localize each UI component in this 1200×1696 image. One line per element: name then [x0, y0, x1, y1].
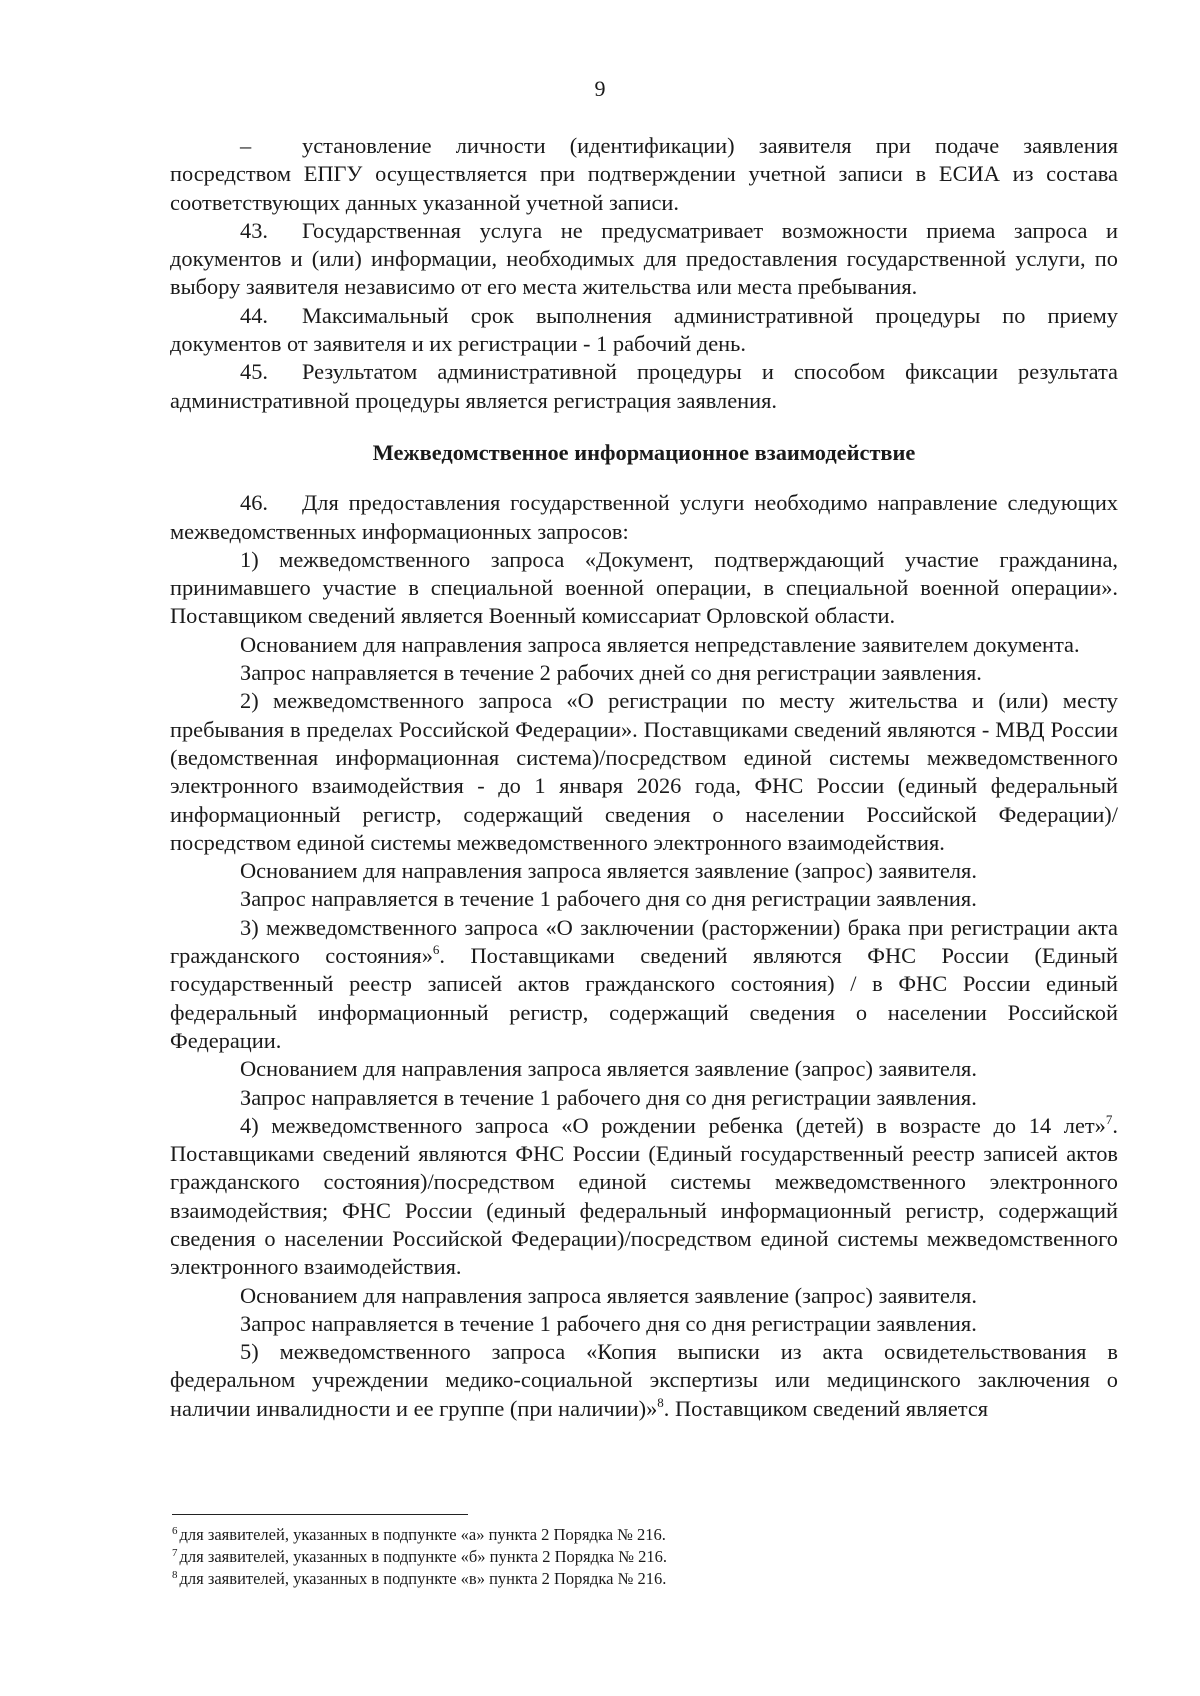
- request-item-2: 2) межведомственного запроса «О регистрации по месту жительства и (или) месту пребывания в пределах Российской Федерации». Поставщиками сведений являются - МВД России (ведомственная информационная система)/посредством единой системы межведомственного электронного взаимодействия - до 1 января 2026 года, ФНС России (единый федеральный информационный регистр, содержащий сведения о населении Российской Федерации)/посредством единой системы межведомственного электронного взаимодействия.: [170, 688, 1118, 855]
- paragraph-number: 45.: [240, 359, 268, 385]
- request-timing: Запрос направляется в течение 1 рабочего дня со дня регистрации заявления.: [240, 886, 977, 912]
- footnote-number: 7: [172, 1547, 178, 1559]
- footnote-text: для заявителей, указанных в подпункте «б» пункта 2 Порядка № 216.: [179, 1547, 667, 1566]
- paragraph-text: Государственная услуга не предусматривает возможности приема запроса и документов и (или) информации, необходимых для предоставления государственной услуги, по выбору заявителя независимо от его места жительства или места пребывания.: [170, 217, 1118, 300]
- request-text: 3) межведомственного запроса «О заключении (расторжении) брака при регистрации акта гражданского состояния»: [170, 914, 1118, 969]
- request-item-3: [170, 914, 1118, 1055]
- footnotes: [172, 1524, 1112, 1590]
- request-item-4: [170, 1112, 1118, 1282]
- footnote-6: [172, 1524, 1112, 1546]
- footnote-ref[interactable]: 8: [657, 1394, 664, 1410]
- footnote-divider: [172, 1514, 468, 1515]
- dash-list-item: [170, 132, 1118, 217]
- footnote-8: [172, 1568, 1112, 1590]
- request-text: 5) межведомственного запроса «Копия выписки из акта освидетельствования в федеральном учреждении медико-социальной экспертизы или медицинского заключения о наличии инвалидности и ее группе (при наличии)»: [170, 1339, 1118, 1421]
- footnote-7: [172, 1546, 1112, 1568]
- request-timing: Запрос направляется в течение 2 рабочих дней со дня регистрации заявления.: [240, 660, 982, 686]
- page-number: 9: [594, 76, 606, 101]
- paragraph-text: Максимальный срок выполнения административной процедуры по приему документов от заявителя и их регистрации - 1 рабочий день.: [170, 302, 1118, 357]
- request-item-1: 1) межведомственного запроса «Документ, подтверждающий участие гражданина, принимавшего участие в специальной военной операции, в специальной военной операции». Поставщиком сведений является Военный комиссариат Орловской области.: [170, 546, 1118, 629]
- dash-marker: –: [240, 133, 252, 158]
- paragraph-46: [170, 489, 1118, 546]
- request-text-continued: . Поставщиками сведений являются ФНС России (Единый государственный реестр записей актов гражданского состояния)/посредством единой системы межведомственного электронного взаимодействия; ФНС России (единый федеральный информационный регистр, содержащий сведения о населении Российской Федерации)/посредством единой системы межведомственного электронного взаимодействия.: [170, 1112, 1118, 1280]
- section-heading: Межведомственное информационное взаимодействие: [372, 439, 916, 465]
- paragraph-45: [170, 358, 1118, 415]
- document-body: [170, 132, 1118, 1423]
- paragraph-number: 46.: [240, 490, 268, 516]
- paragraph-number: 43.: [240, 217, 268, 243]
- request-basis: Основанием для направления запроса является заявление (запрос) заявителя.: [240, 1056, 977, 1082]
- dash-item-text: установление личности (идентификации) заявителя при подаче заявления посредством ЕПГУ осуществляется при подтверждении учетной записи в ЕСИА из состава соответствующих данных указанной учетной записи.: [170, 133, 1118, 215]
- footnote-number: 8: [172, 1569, 178, 1581]
- footnote-text: для заявителей, указанных в подпункте «а» пункта 2 Порядка № 216.: [179, 1525, 666, 1544]
- request-text-continued: . Поставщиком сведений является: [663, 1395, 989, 1421]
- paragraph-number: 44.: [240, 302, 268, 328]
- request-timing: Запрос направляется в течение 1 рабочего дня со дня регистрации заявления.: [240, 1310, 977, 1336]
- request-basis: Основанием для направления запроса является заявление (запрос) заявителя.: [240, 858, 977, 884]
- footnote-number: 6: [172, 1525, 178, 1537]
- paragraph-text: Результатом административной процедуры и способом фиксации результата административной процедуры является регистрация заявления.: [170, 359, 1118, 413]
- request-timing: Запрос направляется в течение 1 рабочего дня со дня регистрации заявления.: [240, 1084, 977, 1110]
- paragraph-43: [170, 217, 1118, 302]
- paragraph-44: [170, 302, 1118, 359]
- footnote-ref[interactable]: 6: [432, 942, 440, 958]
- request-text-continued: . Поставщиками сведений являются ФНС России (Единый государственный реестр записей актов гражданского состояния) / в ФНС России единый федеральный информационный регистр, содержащий сведения о населении Российской Федерации.: [170, 943, 1118, 1053]
- request-basis: Основанием для направления запроса является непредставление заявителем документа.: [240, 631, 1080, 657]
- paragraph-text: Для предоставления государственной услуги необходимо направление следующих межведомственных информационных запросов:: [170, 490, 1118, 544]
- footnote-text: для заявителей, указанных в подпункте «в» пункта 2 Порядка № 216.: [179, 1569, 667, 1588]
- request-basis: Основанием для направления запроса является заявление (запрос) заявителя.: [240, 1282, 977, 1308]
- footnote-ref[interactable]: 7: [1105, 1111, 1113, 1127]
- request-text: 4) межведомственного запроса «О рождении ребенка (детей) в возрасте до 14 лет»: [240, 1112, 1106, 1138]
- request-item-5: [170, 1338, 1118, 1423]
